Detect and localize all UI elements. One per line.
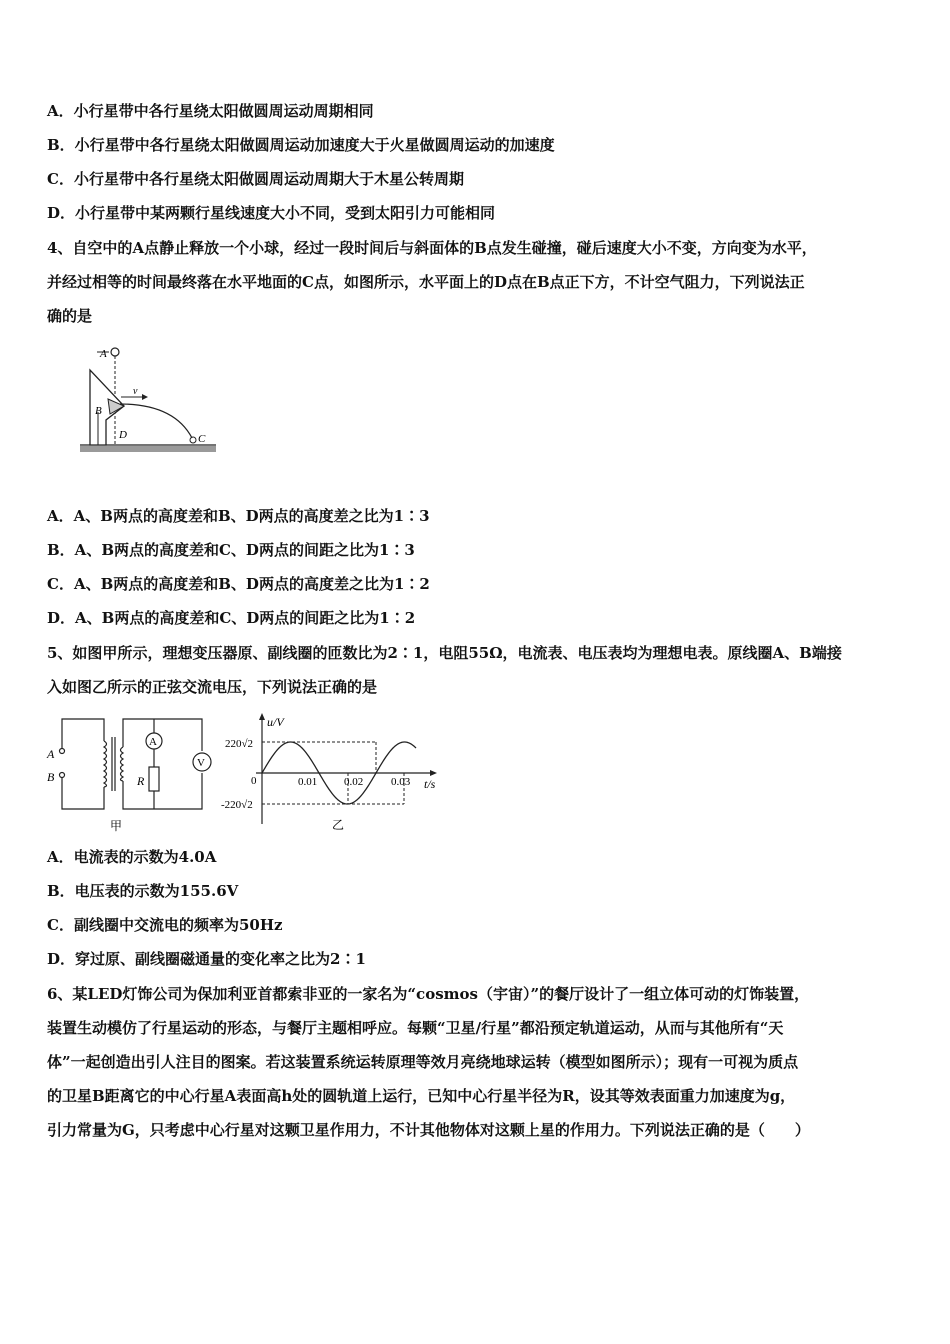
- graph-caption: 乙: [332, 818, 345, 832]
- q5-stem: [47, 643, 909, 711]
- q5-option-c: C．副线圈中交流电的频率为50Hz: [47, 916, 283, 934]
- trajectory: [120, 404, 192, 438]
- q4-figure-projectile: [76, 342, 226, 467]
- label-terminal-a: A: [47, 747, 55, 761]
- q4-option-d: D．A、B两点的高度差和C、D两点的间距之比为1∶2: [47, 609, 416, 627]
- q4-option-a: A．A、B两点的高度差和B、D两点的高度差之比为1∶3: [47, 507, 430, 525]
- label-v: v: [133, 386, 138, 397]
- voltmeter-label: V: [197, 757, 205, 769]
- q4-stem-line: 确的是: [47, 307, 93, 325]
- y-axis-label: u/V: [267, 715, 284, 729]
- q4-stem-line: 4、自空中的A点静止释放一个小球，经过一段时间后与斜面体的B点发生碰撞，碰后速度大小不变，方向变为水平，: [47, 239, 817, 257]
- q5-stem-line: 5、如图甲所示，理想变压器原、副线圈的匝数比为2∶1，电阻55Ω，电流表、电压表均为理想电表。原线圈A、B端接: [47, 644, 842, 662]
- x-axis-label: t/s: [424, 777, 436, 791]
- y-max-label: 220√2: [225, 738, 254, 750]
- q3-option-d: D．小行星带中某两颗行星线速度大小不同，受到太阳引力可能相同: [47, 204, 496, 222]
- q4-option-c: C．A、B两点的高度差和B、D两点的高度差之比为1∶2: [47, 575, 430, 593]
- q6-stem-line: 体”一起创造出引人注目的图案。若这装置系统运转原理等效月亮绕地球运转（模型如图所示）；现有一可视为质点: [47, 1053, 799, 1071]
- label-c: C: [198, 433, 206, 445]
- q3-option-b: B．小行星带中各行星绕太阳做圆周运动加速度大于火星做圆周运动的加速度: [47, 136, 555, 154]
- q5-stem-line: 入如图乙所示的正弦交流电压，下列说法正确的是: [47, 678, 378, 696]
- q3-option-a: A．小行星带中各行星绕太阳做圆周运动周期相同: [47, 102, 374, 120]
- q6-stem: [47, 984, 909, 1154]
- q5-option-b: B．电压表的示数为155.6V: [47, 882, 239, 900]
- y-min-label: -220√2: [221, 799, 253, 811]
- terminal-b: [60, 773, 65, 778]
- q5-option-d: D．穿过原、副线圈磁通量的变化率之比为2∶1: [47, 950, 366, 968]
- q5-figure-voltage-graph: [220, 712, 440, 834]
- ammeter-label: A: [149, 736, 157, 748]
- q6-stem-line: 引力常量为G，只考虑中心行星对这颗卫星作用力，不计其他物体对这颗上星的作用力。下列说法正确的是（ ）: [47, 1121, 810, 1139]
- label-d: D: [119, 429, 127, 441]
- q3-option-c: C．小行星带中各行星绕太阳做圆周运动周期大于木星公转周期: [47, 170, 464, 188]
- q4-stem: [47, 238, 909, 340]
- label-r: R: [137, 774, 145, 788]
- q6-stem-line: 装置生动模仿了行星运动的形态，与餐厅主题相呼应。每颗“卫星/行星”都沿预定轨道运动，从而与其他所有“天: [47, 1019, 784, 1037]
- ground: [80, 446, 216, 452]
- q4-stem-line: 并经过相等的时间最终落在水平地面的C点，如图所示，水平面上的D点在B点正下方，不计空气阻力，下列说法正: [47, 273, 805, 291]
- q5-figure-circuit: [44, 713, 216, 835]
- q6-stem-line: 的卫星B距离它的中心行星A表面高h处的圆轨道上运行，已知中心行星半径为R，设其等效表面重力加速度为g，: [47, 1087, 796, 1105]
- label-a: A: [100, 348, 107, 360]
- ball-c: [190, 437, 196, 443]
- terminal-a: [60, 749, 65, 754]
- tick-0-01: 0.01: [298, 776, 318, 788]
- primary-coil: [104, 741, 107, 787]
- secondary-coil: [121, 747, 124, 781]
- resistor-r: [149, 767, 159, 791]
- origin-label: 0: [251, 775, 257, 787]
- label-terminal-b: B: [47, 770, 55, 784]
- circuit-caption: 甲: [110, 819, 123, 833]
- q4-option-b: B．A、B两点的高度差和C、D两点的间距之比为1∶3: [47, 541, 415, 559]
- ball-a: [111, 348, 119, 356]
- q5-option-a: A．电流表的示数为4.0A: [47, 848, 217, 866]
- tick-0-03: 0.03: [391, 776, 411, 788]
- tick-0-02: 0.02: [344, 776, 364, 788]
- label-b: B: [95, 405, 102, 417]
- q6-stem-line: 6、某LED灯饰公司为保加利亚首都索非亚的一家名为“cosmos（宇宙）”的餐厅设计了一组立体可动的灯饰装置，: [47, 985, 810, 1003]
